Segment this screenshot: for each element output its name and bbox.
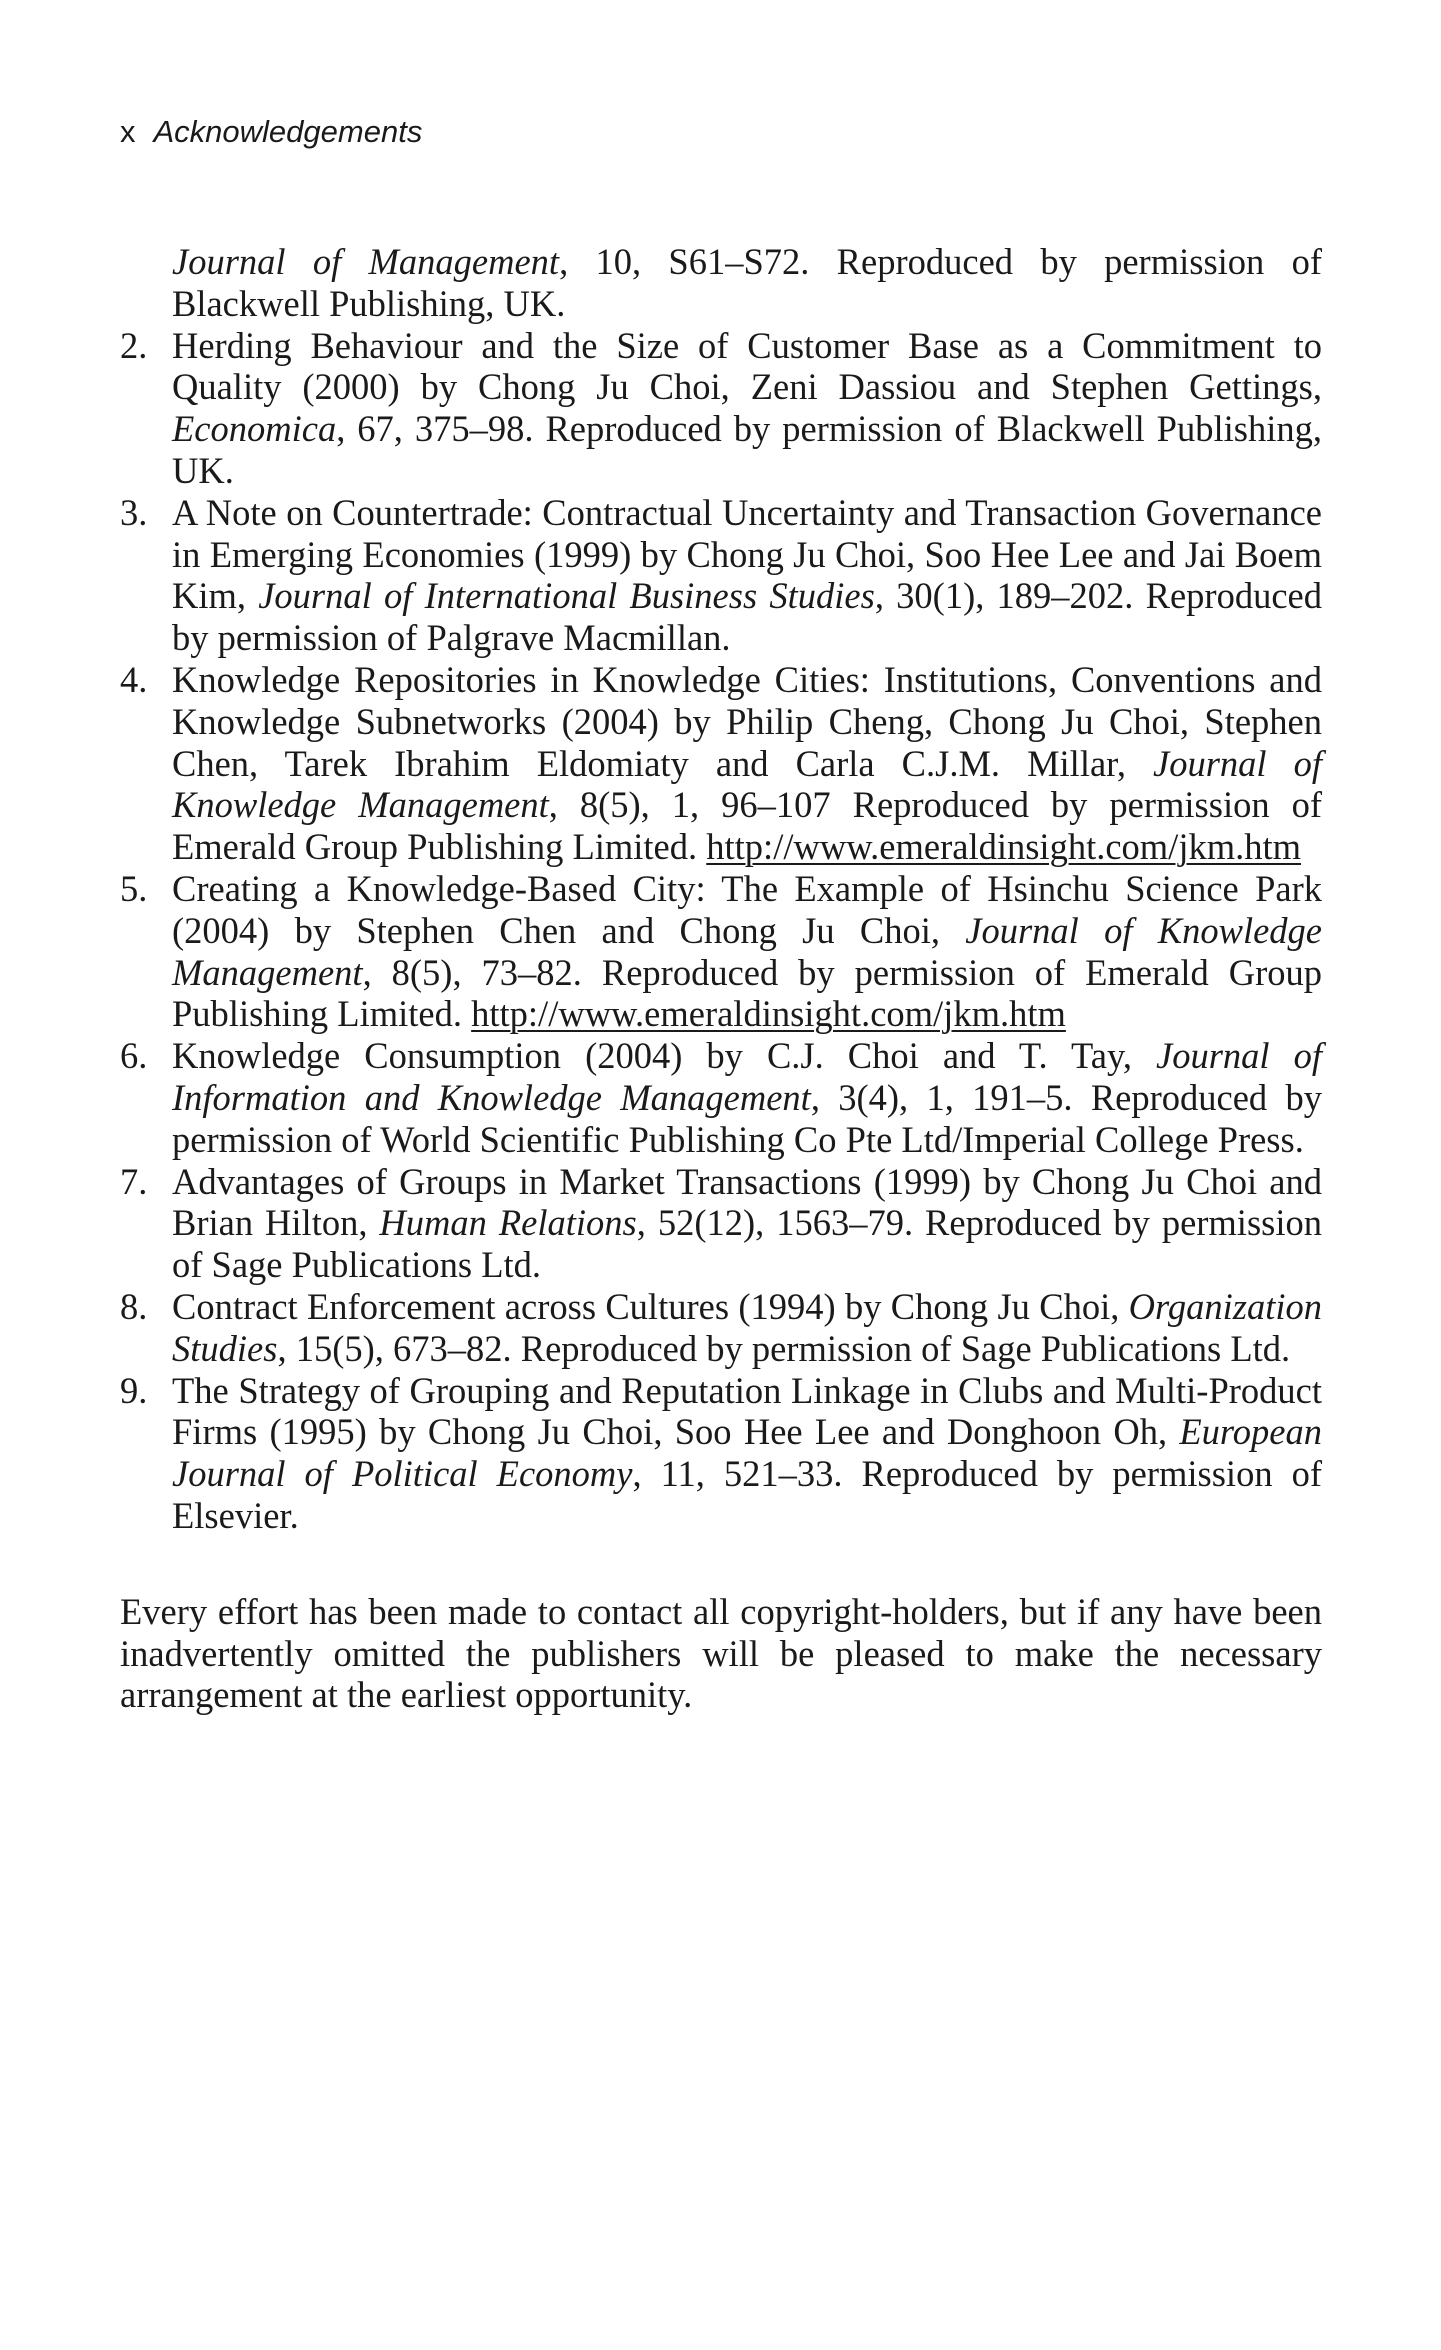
entry-number: 7. — [120, 1160, 148, 1202]
permission-entry — [120, 1161, 1322, 1286]
permission-entry — [120, 1370, 1322, 1537]
entry-text-segment: The Strategy of Grouping and Reputation Linkage in Clubs and Multi-Product Firms (1995) by Chong Ju Choi, Soo Hee Lee and Donghoon Oh, — [172, 1369, 1322, 1453]
journal-title: Journal of Information and Knowledge Management — [172, 1035, 1323, 1118]
entry-text-segment: , 10, S61–S72. Reproduced by permission of Blackwell Publishing, UK. — [172, 241, 1322, 324]
closing-paragraph: Every effort has been made to contact all copyright-holders, but if any have been inadvertently omitted the publishers will be pleased to make the necessary arrangement at the earliest opportunity. — [120, 1590, 1322, 1716]
journal-title: Economica — [172, 408, 337, 450]
section-title: Acknowledgements — [153, 114, 423, 149]
entry-number: 5. — [120, 867, 148, 909]
entry-text — [172, 492, 1322, 659]
entry-text-segment: Herding Behaviour and the Size of Customer Base as a Commitment to Quality (2000) by Chong Ju Choi, Zeni Dassiou and Stephen Gettings, — [172, 324, 1322, 408]
entry-text — [172, 1161, 1322, 1286]
journal-title: Journal of Knowledge Management — [172, 742, 1322, 826]
entry-text — [172, 1370, 1322, 1537]
entry-number: 6. — [120, 1035, 148, 1077]
entry-text — [172, 1286, 1322, 1370]
permission-entry — [120, 1035, 1322, 1160]
permission-entry — [120, 492, 1322, 659]
journal-title: European Journal of Political Economy — [172, 1411, 1322, 1495]
entry-number: 8. — [120, 1285, 148, 1327]
journal-title: Human Relations — [379, 1202, 637, 1244]
entry-text — [172, 325, 1322, 492]
journal-title: Journal of Management — [172, 241, 560, 282]
journal-title: Journal of Knowledge Management — [172, 909, 1323, 993]
permission-entry — [120, 325, 1322, 492]
acknowledgements-body — [120, 241, 1322, 1716]
entry-number: 9. — [120, 1369, 148, 1411]
entry-number: 4. — [120, 658, 148, 700]
entry-text-segment: , 52(12), 1563–79. Reproduced by permission of Sage Publications Ltd. — [172, 1202, 1323, 1286]
journal-url-link[interactable]: http://www.emeraldinsight.com/jkm.htm — [471, 993, 1066, 1035]
permission-entry — [120, 1286, 1322, 1370]
entry-text-segment: Advantages of Groups in Market Transactions (1999) by Chong Ju Choi and Brian Hilton, — [172, 1160, 1322, 1244]
entry-number: 3. — [120, 491, 148, 533]
entry-text-segment: , 15(5), 673–82. Reproduced by permission of Sage Publications Ltd. — [277, 1327, 1291, 1369]
entry-text — [172, 241, 1322, 325]
entry-text-segment: A Note on Countertrade: Contractual Uncertainty and Transaction Governance in Emerging Economies (1999) by Chong Ju Choi, Soo Hee Lee and Jai Boem Kim, — [172, 491, 1322, 617]
entry-text — [172, 659, 1322, 868]
journal-title: Organization Studies — [172, 1285, 1322, 1369]
entry-text-segment: , 3(4), 1, 191–5. Reproduced by permission of World Scientific Publishing Co Pte Ltd/Imperial College Press. — [172, 1076, 1322, 1160]
entry-text-segment: , 8(5), 1, 96–107 Reproduced by permission of Emerald Group Publishing Limited. — [172, 784, 1322, 868]
page-number: x — [120, 114, 136, 149]
entry-text-segment: , 11, 521–33. Reproduced by permission of Elsevier. — [172, 1453, 1322, 1536]
entry-text-segment: Knowledge Repositories in Knowledge Cities: Institutions, Conventions and Knowledge Subnetworks (2004) by Philip Cheng, Chong Ju Choi, Stephen Chen, Tarek Ibrahim Eldomiaty and Carla C.J.M. Millar, — [172, 658, 1322, 784]
entry-text-segment: Creating a Knowledge-Based City: The Example of Hsinchu Science Park (2004) by Stephen Chen and Chong Ju Choi, — [172, 867, 1322, 951]
entry-text-segment: , 8(5), 73–82. Reproduced by permission of Emerald Group Publishing Limited. — [172, 951, 1322, 1035]
journal-title: Journal of International Business Studies — [258, 575, 875, 617]
entry-text-segment: , 30(1), 189–202. Reproduced by permission of Palgrave Macmillan. — [172, 575, 1322, 659]
entry-text — [172, 868, 1322, 1035]
permission-entry — [120, 241, 1322, 325]
entry-text-segment: , 67, 375–98. Reproduced by permission of Blackwell Publishing, UK. — [172, 408, 1322, 491]
journal-url-link[interactable]: http://www.emeraldinsight.com/jkm.htm — [706, 826, 1302, 868]
entry-number: 2. — [120, 324, 148, 366]
running-head — [120, 112, 422, 152]
entry-text-segment: Contract Enforcement across Cultures (1994) by Chong Ju Choi, — [172, 1285, 1129, 1327]
permissions-list — [120, 241, 1322, 1537]
entry-text — [172, 1035, 1322, 1160]
entry-text-segment: Knowledge Consumption (2004) by C.J. Choi and T. Tay, — [172, 1035, 1157, 1077]
permission-entry — [120, 868, 1322, 1035]
permission-entry — [120, 659, 1322, 868]
